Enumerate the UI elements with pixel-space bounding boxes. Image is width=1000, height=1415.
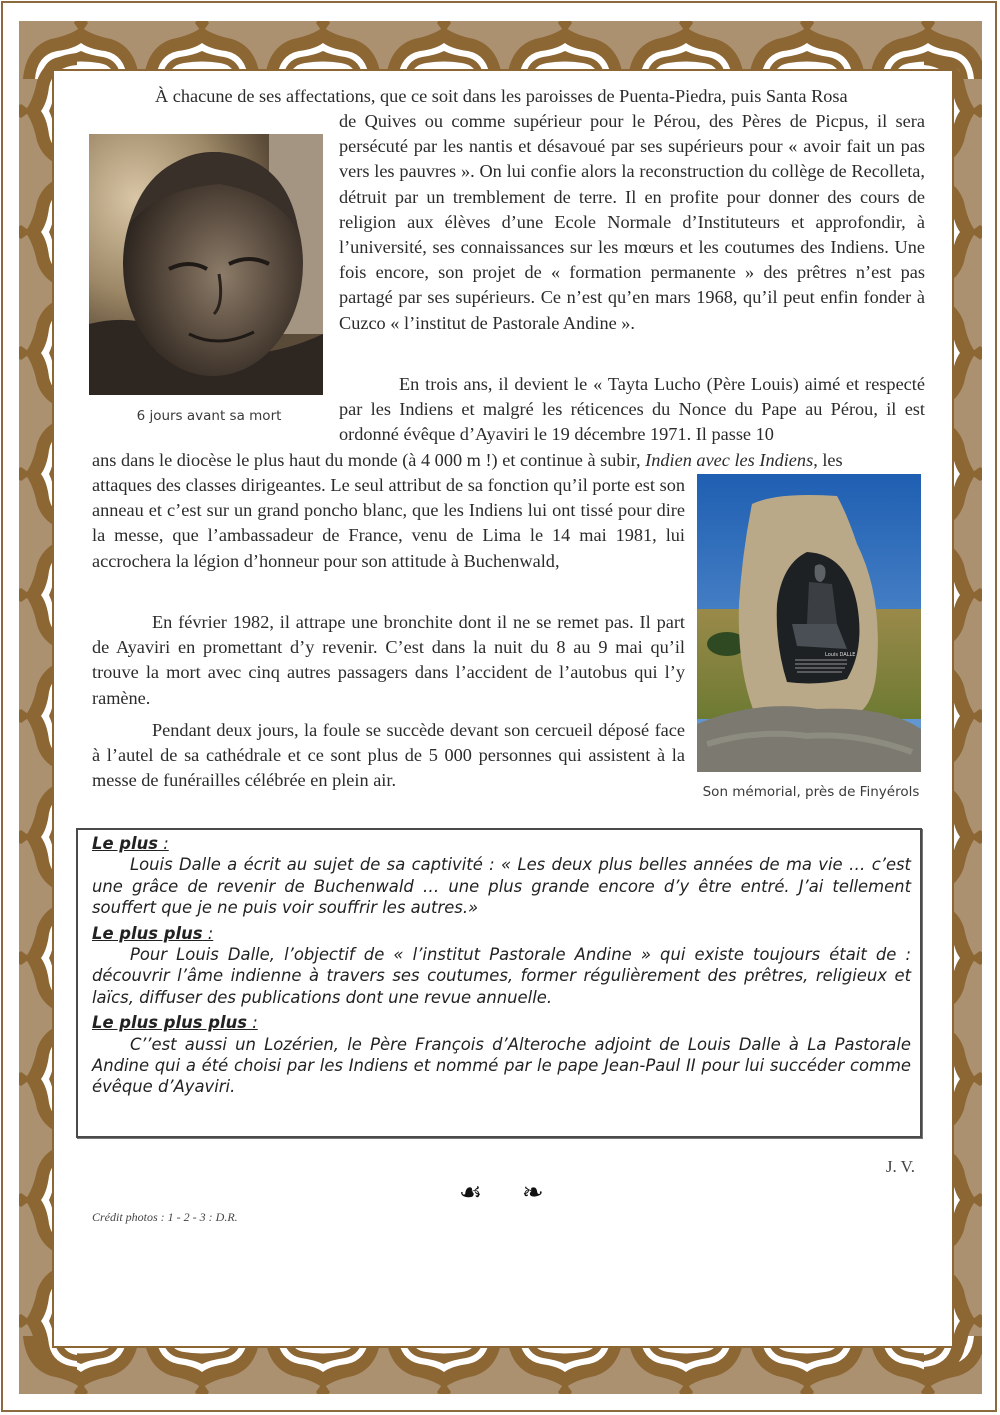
memorial-plaque-name: Louis DALLE bbox=[825, 652, 856, 658]
paragraph-3-text: En février 1982, il attrape une bronchite dont il ne se remet pas. Il part de Ayaviri en promettant d’y revenir. C’est dans la nuit du 8 au 9 mai qu’il trouve la mort avec cinq autres passagers dans l’accident de l’autobus qui l’y ramène. bbox=[92, 612, 685, 708]
floral-ornament-left-icon: ☙ bbox=[459, 1178, 483, 1208]
paragraph-2-continued bbox=[92, 473, 685, 574]
le-plus-plus-title: Le plus plus bbox=[92, 923, 203, 943]
paragraph-3 bbox=[92, 610, 685, 711]
paragraph-2-full-line bbox=[92, 448, 925, 473]
paragraph-4-text: Pendant deux jours, la foule se succède devant son cercueil déposé face à l’autel de sa cathédrale et ce sont plus de 5 000 personnes qui assistent à la messe de funérailles célébrée en plein air. bbox=[92, 720, 685, 791]
heading-colon: : bbox=[202, 923, 214, 943]
le-plus-plus-plus-heading bbox=[92, 1012, 911, 1033]
le-plus-plus-heading bbox=[92, 923, 911, 944]
le-plus-plus-body: Pour Louis Dalle, l’objectif de « l’institut Pastorale Andine » qui existe toujours était de : découvrir l’âme indienne à travers ses coutumes, former régulièrement des prêtres, religieux et laïcs, diffuser des publications dont une revue annuelle. bbox=[92, 945, 911, 1007]
paragraph-2-line-text: ans dans le diocèse le plus haut du monde (à 4 000 m !) et continue à subir, bbox=[92, 450, 646, 470]
paragraph-2-italic-text: Indien avec les Indiens bbox=[645, 450, 814, 470]
paragraph-4 bbox=[92, 718, 685, 794]
memorial-photo bbox=[697, 474, 921, 772]
le-plus-title: Le plus bbox=[92, 834, 159, 853]
portrait-caption: 6 jours avant sa mort bbox=[136, 408, 282, 424]
le-plus-plus-plus-title: Le plus plus plus bbox=[92, 1013, 248, 1033]
le-plus-heading bbox=[92, 833, 911, 854]
paragraph-2 bbox=[339, 372, 925, 448]
le-plus-body: Louis Dalle a écrit au sujet de sa captivité : « Les deux plus belles années de ma vie … c’est une grâce de revenir de Buchenwald … une plus grande encore d’y être entré. J’ai tellement souffert que je ne puis voir souffrir les autres.» bbox=[92, 855, 911, 918]
paragraph-1-text: de Quives ou comme supérieur pour le Pérou, des Pères de Picpus, il sera persécuté par les nantis et désavoué par ses supérieurs pour « avoir fait un pas vers les pauvres ». On lui confie alors la reconstruction du collège de Recolleta, détruit par un tremblement de terre. Il en profite pour donner des cours de religion aux élèves d’une Ecole Normale d’Instituteurs et approfondir, à l’université, ses connaissances sur les mœurs et les coutumes des Indiens. Une fois encore, son projet de « formation permanente » des prêtres n’est pas partagé par ses supérieurs. Ce n’est qu’en mars 1968, qu’il peut enfin fonder à Cuzco « l’institut de Pastorale Andine ». bbox=[339, 111, 925, 333]
le-plus-plus-plus-body: C’’est aussi un Lozérien, le Père François d’Alteroche adjoint de Louis Dalle à La Pastorale Andine qui a été choisi par les Indiens et nommé par le pape Jean-Paul II pour lui succéder comme évêque d’Ayaviri. bbox=[92, 1034, 911, 1097]
paragraph-2-rest-text: attaques des classes dirigeantes. Le seul attribut de sa fonction qu’il porte est son anneau et c’est sur un grand poncho blanc, que les Indiens lui ont tissé pour dire la messe, que l’ambassadeur de France, venu de Lima le 14 mai 1981, lui accrochera la légion d’honneur pour son attitude à Buchenwald, bbox=[92, 475, 685, 571]
heading-colon: : bbox=[247, 1013, 258, 1033]
paragraph-2-line-end: , les bbox=[813, 450, 843, 470]
paragraph-1 bbox=[339, 109, 925, 336]
paragraph-2-text: En trois ans, il devient le « Tayta Lucho (Père Louis) aimé et respecté par les Indiens et malgré les réticences du Nonce du Pape au Pérou, il est ordonné évêque d’Ayaviri le 19 décembre 1971. Il passe 10 bbox=[339, 374, 925, 445]
paragraph-1-lead bbox=[155, 84, 925, 109]
le-plus-box bbox=[76, 828, 922, 1138]
memorial-caption: Son mémorial, près de Finyérols bbox=[702, 784, 920, 800]
portrait-image bbox=[89, 134, 323, 395]
paragraph-1-lead-text: À chacune de ses affectations, que ce soit dans les paroisses de Puenta-Piedra, puis Santa Rosa bbox=[155, 86, 848, 106]
heading-colon: : bbox=[158, 834, 169, 853]
floral-ornament-right-icon: ❧ bbox=[522, 1178, 544, 1208]
portrait-photo bbox=[89, 134, 323, 395]
signature: J. V. bbox=[885, 1157, 915, 1176]
memorial-image bbox=[697, 474, 921, 772]
photo-credit: Crédit photos : 1 - 2 - 3 : D.R. bbox=[92, 1210, 238, 1224]
